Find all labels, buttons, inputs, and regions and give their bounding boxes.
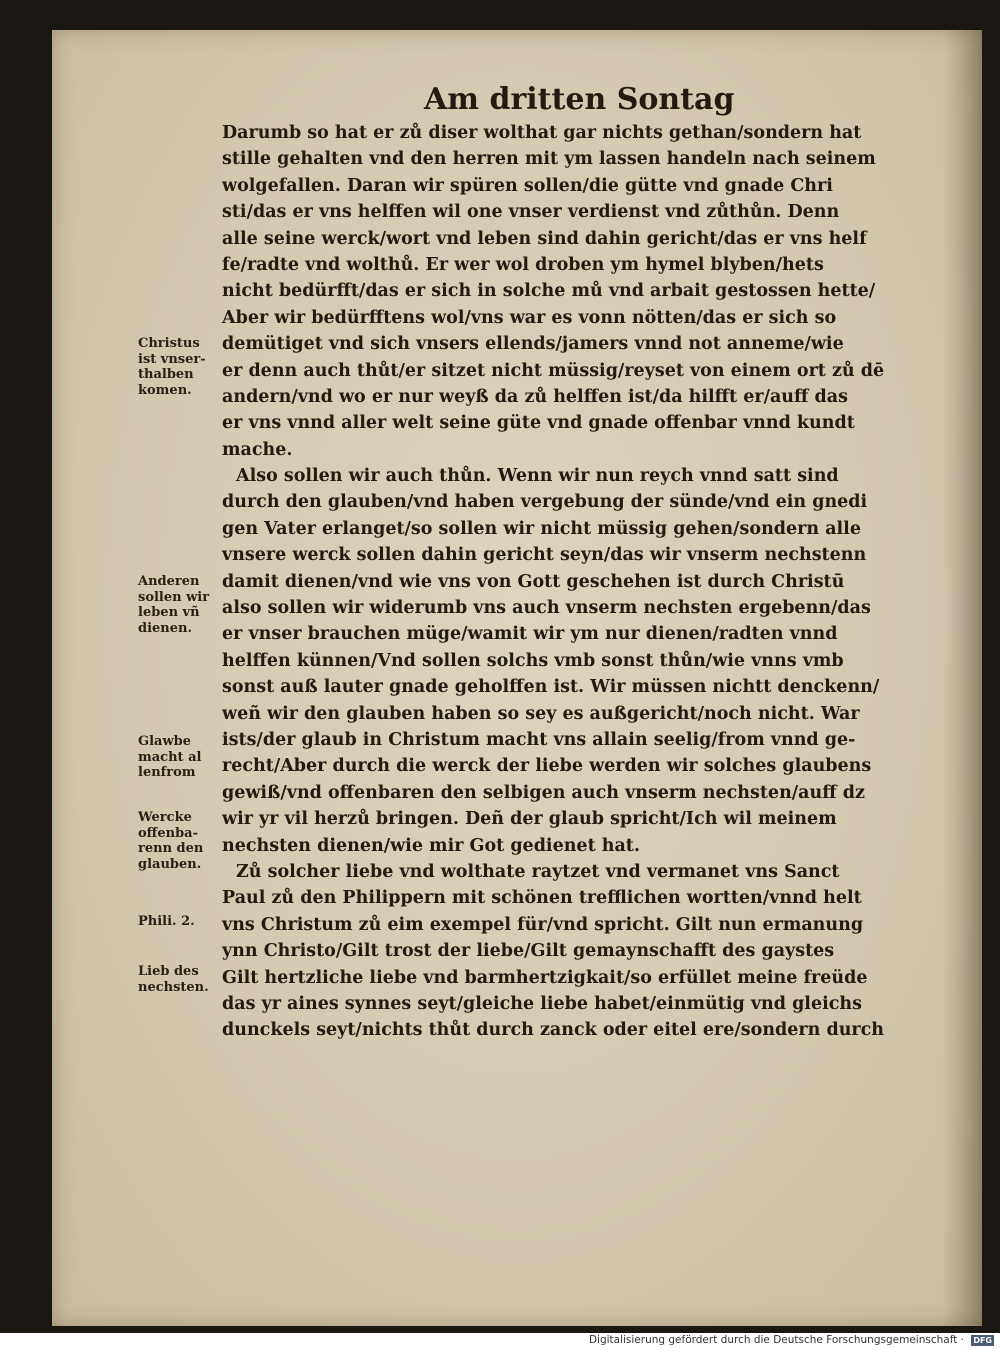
margin-note-line: Glawbe xyxy=(138,734,192,749)
margin-note-line: Phili. 2. xyxy=(138,914,195,929)
page-heading: Am dritten Sontag xyxy=(424,82,735,117)
page-gutter-shadow xyxy=(942,30,982,1326)
margin-note xyxy=(138,574,222,636)
text-line: gewiß/vnd offenbaren den selbigen auch vnserm nechsten/auff dz xyxy=(222,782,865,803)
margin-note-line: leben vñ xyxy=(138,605,200,620)
footer-bar xyxy=(0,1333,1000,1349)
text-line: dunckels seyt/nichts thůt durch zanck oder eitel ere/sondern durch xyxy=(222,1020,885,1041)
margin-note xyxy=(138,734,222,781)
text-line: nicht bedürfft/das er sich in solche mů vnd arbait gestossen hette/ xyxy=(222,281,876,302)
margin-note-line: dienen. xyxy=(138,620,192,636)
text-line: ists/der glaub in Christum macht vns allain seelig/from vnnd ge- xyxy=(222,729,856,750)
margin-note-line: nechsten. xyxy=(138,979,209,995)
text-line: Also sollen wir auch thůn. Wenn wir nun reych vnnd satt sind xyxy=(236,466,839,487)
text-line: das yr aines synnes seyt/gleiche liebe habet/einmütig vnd gleichs xyxy=(222,993,862,1014)
text-line: demütiget vnd sich vnsers ellends/jamers vnnd not anneme/wie xyxy=(222,334,844,355)
text-line: Gilt hertzliche liebe vnd barmhertzigkait/so erfüllet meine freüde xyxy=(222,967,868,988)
text-line: mache. xyxy=(222,439,293,460)
text-line: helffen künnen/Vnd sollen solchs vmb sonst thůn/wie vnns vmb xyxy=(222,650,844,671)
text-line: nechsten dienen/wie mir Got gedienet hat. xyxy=(222,835,640,856)
text-line: alle seine werck/wort vnd leben sind dahin gericht/das er vns helf xyxy=(222,228,867,249)
margin-note-line: Christus xyxy=(138,336,200,351)
text-line: durch den glauben/vnd haben vergebung der sünde/vnd ein gnedi xyxy=(222,492,868,513)
text-line: wir yr vil herzů bringen. Deñ der glaub spricht/Ich wil meinem xyxy=(222,809,837,830)
text-line: er vnser brauchen müge/wamit wir ym nur dienen/radten vnnd xyxy=(222,624,838,645)
margin-note-line: thalben xyxy=(138,367,194,382)
margin-note xyxy=(138,810,222,872)
margin-note-line: Wercke xyxy=(138,810,192,825)
text-line: Zů solcher liebe vnd wolthate raytzet vnd vermanet vns Sanct xyxy=(236,861,840,882)
margin-note xyxy=(138,336,222,398)
text-line: fe/radte vnd wolthů. Er wer wol droben ym hymel blyben/hets xyxy=(222,254,824,275)
text-line: Aber wir bedürfftens wol/vns war es vonn nötten/das er sich so xyxy=(222,307,837,328)
margin-note-line: renn den xyxy=(138,841,204,856)
margin-note-line: sollen wir xyxy=(138,589,210,605)
dfg-logo: DFG xyxy=(973,1336,992,1345)
margin-note xyxy=(138,914,222,930)
body-text xyxy=(222,120,912,1044)
text-line: ynn Christo/Gilt trost der liebe/Gilt gemaynschafft des gaystes xyxy=(222,941,835,962)
text-line: also sollen wir widerumb vns auch vnserm nechsten ergebenn/das xyxy=(222,598,871,619)
margin-note-line: komen. xyxy=(138,382,192,398)
margin-note-line: ist vnser- xyxy=(138,351,206,367)
text-line: sonst auß lauter gnade geholffen ist. Wir müssen nichtt denckenn/ xyxy=(222,677,880,698)
text-line: vns Christum zů eim exempel für/vnd spricht. Gilt nun ermanung xyxy=(222,914,864,935)
text-line: Darumb so hat er zů diser wolthat gar nichts gethan/sondern hat xyxy=(222,123,862,143)
margin-note-line: macht al xyxy=(138,749,202,765)
text-line: er vns vnnd aller welt seine güte vnd gnade offenbar vnnd kundt xyxy=(222,413,855,434)
text-line: recht/Aber durch die werck der liebe werden wir solches glaubens xyxy=(222,756,872,777)
margin-note-line: lenfrom xyxy=(138,765,196,780)
text-line: Paul zů den Philippern mit schönen trefflichen wortten/vnnd helt xyxy=(222,888,862,909)
text-line: damit dienen/vnd wie vns von Gott geschehen ist durch Christū xyxy=(222,571,845,592)
text-line: stille gehalten vnd den herren mit ym lassen handeln nach seinem xyxy=(222,149,876,170)
text-line: gen Vater erlanget/so sollen wir nicht müssig gehen/sondern alle xyxy=(222,518,861,539)
text-line: er denn auch thůt/er sitzet nicht müssig/reyset von einem ort zů dē xyxy=(222,360,885,381)
text-line: vnsere werck sollen dahin gericht seyn/das wir vnserm nechstenn xyxy=(222,545,867,566)
margin-note-line: Lieb des xyxy=(138,964,199,979)
text-line: sti/das er vns helffen wil one vnser verdienst vnd zůthůn. Denn xyxy=(222,202,840,223)
footer-credit: Digitalisierung gefördert durch die Deutsche Forschungsgemeinschaft · xyxy=(588,1334,964,1346)
margin-note-line: Anderen xyxy=(138,574,200,589)
text-line: wolgefallen. Daran wir spüren sollen/die gütte vnd gnade Chri xyxy=(222,175,833,196)
margin-note-line: offenba- xyxy=(138,825,198,841)
margin-note-line: glauben. xyxy=(138,856,202,872)
text-line: andern/vnd wo er nur weyß da zů helffen ist/da hilfft er/auff das xyxy=(222,386,848,407)
text-line: weñ wir den glauben haben so sey es außgericht/noch nicht. War xyxy=(222,703,860,724)
margin-note xyxy=(138,964,222,995)
